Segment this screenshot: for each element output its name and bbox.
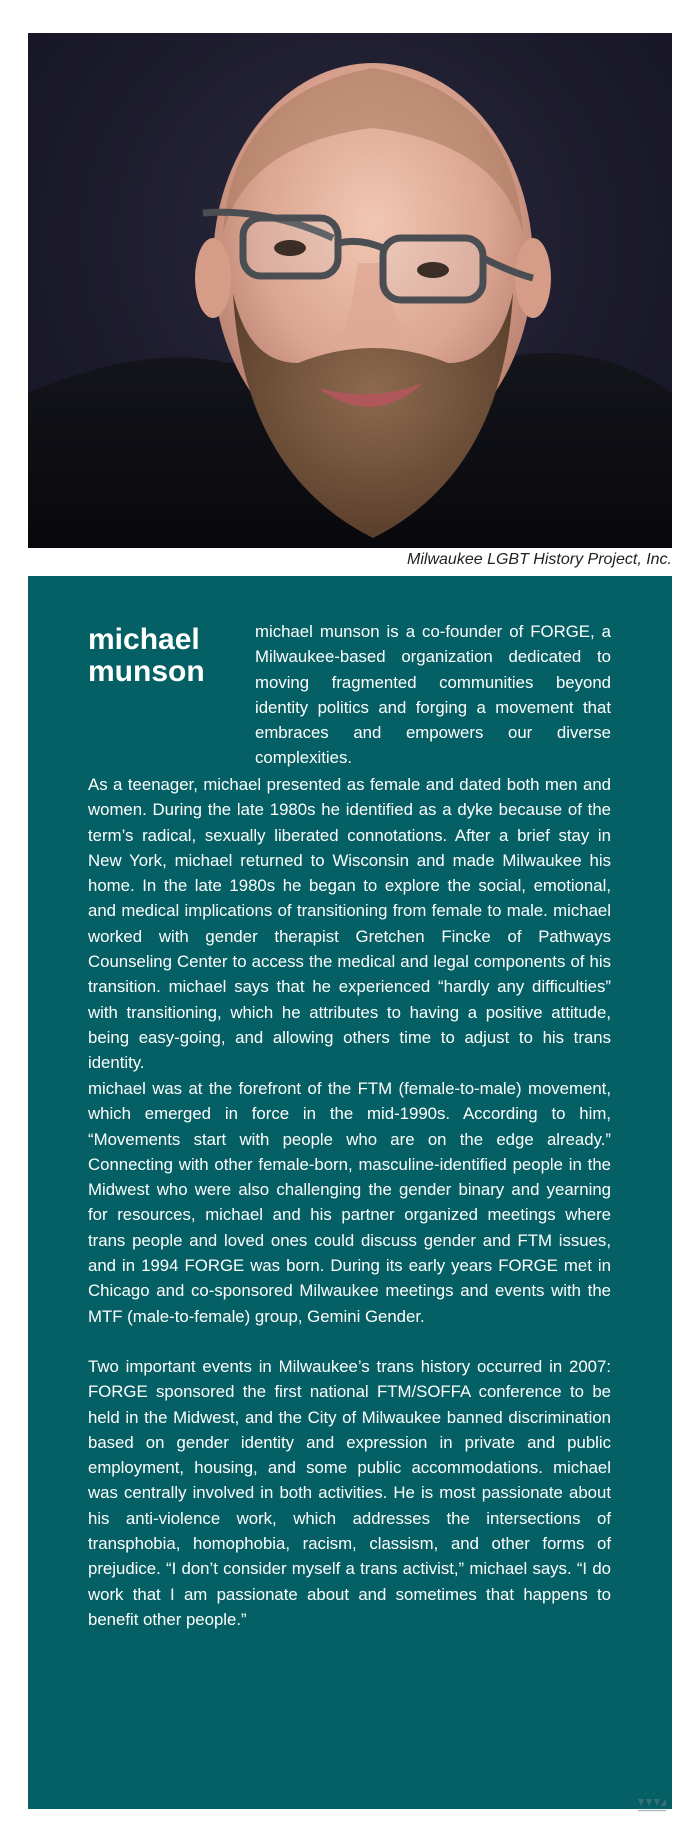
- name-first: michael: [88, 623, 200, 656]
- bio-paragraph-2: michael was at the forefront of the FTM (female-to-male) movement, which emerged in force in the mid-1990s. According to him, “Movements start with people who are on the edge already.” Connecting with other female-born, masculine-identified people in the Midwest who were also challenging the gender binary and yearning for resources, michael and his partner organized meetings where trans people and loved ones could discuss gender and FTM issues, and in 1994 FORGE was born. During its early years FORGE met in Chicago and co-sponsored Milwaukee meetings and events with the MTF (male-to-female) group, Gemini Gender.: [88, 1079, 611, 1326]
- bio-panel: [28, 576, 672, 1809]
- intro-paragraph: michael munson is a co-founder of FORGE, a Milwaukee-based organization dedicated to moving fragmented communities beyond identity politics and forging a movement that embraces and empowers our diverse complexities.: [255, 622, 611, 768]
- photo-credit: Milwaukee LGBT History Project, Inc.: [407, 551, 672, 568]
- name-last: munson: [88, 655, 205, 688]
- organization-logo-icon: [638, 1799, 666, 1815]
- portrait-illustration: [28, 33, 672, 548]
- person-name: [88, 624, 238, 688]
- bio-paragraph-1: As a teenager, michael presented as female and dated both men and women. During the late 1980s he identified as a dyke because of the term’s radical, sexually liberated connotations. After a brief stay in New York, michael returned to Wisconsin and made Milwaukee his home. In the late 1980s he began to explore the social, emotional, and medical implications of transitioning from female to male. michael worked with gender therapist Gretchen Fincke of Pathways Counseling Center to access the medical and legal components of his transition. michael says that he experienced “hardly any difficulties” with transitioning, which he attributes to having a positive attitude, being easy-going, and allowing others time to adjust to his trans identity.: [88, 775, 611, 1073]
- portrait-photo: [28, 33, 672, 548]
- bio-paragraph-3: Two important events in Milwaukee’s trans history occurred in 2007: FORGE sponsored the first national FTM/SOFFA conference to be held in the Midwest, and the City of Milwaukee banned discrimination based on gender identity and expression in private and public employment, housing, and some public accommodations. michael was centrally involved in both activities. He is most passionate about his anti-violence work, which addresses the intersections of transphobia, homophobia, racism, classism, and other forms of prejudice. “I don’t consider myself a trans activist,” michael says. “I do work that I am passionate about and sometimes that happens to benefit other people.”: [88, 1357, 611, 1629]
